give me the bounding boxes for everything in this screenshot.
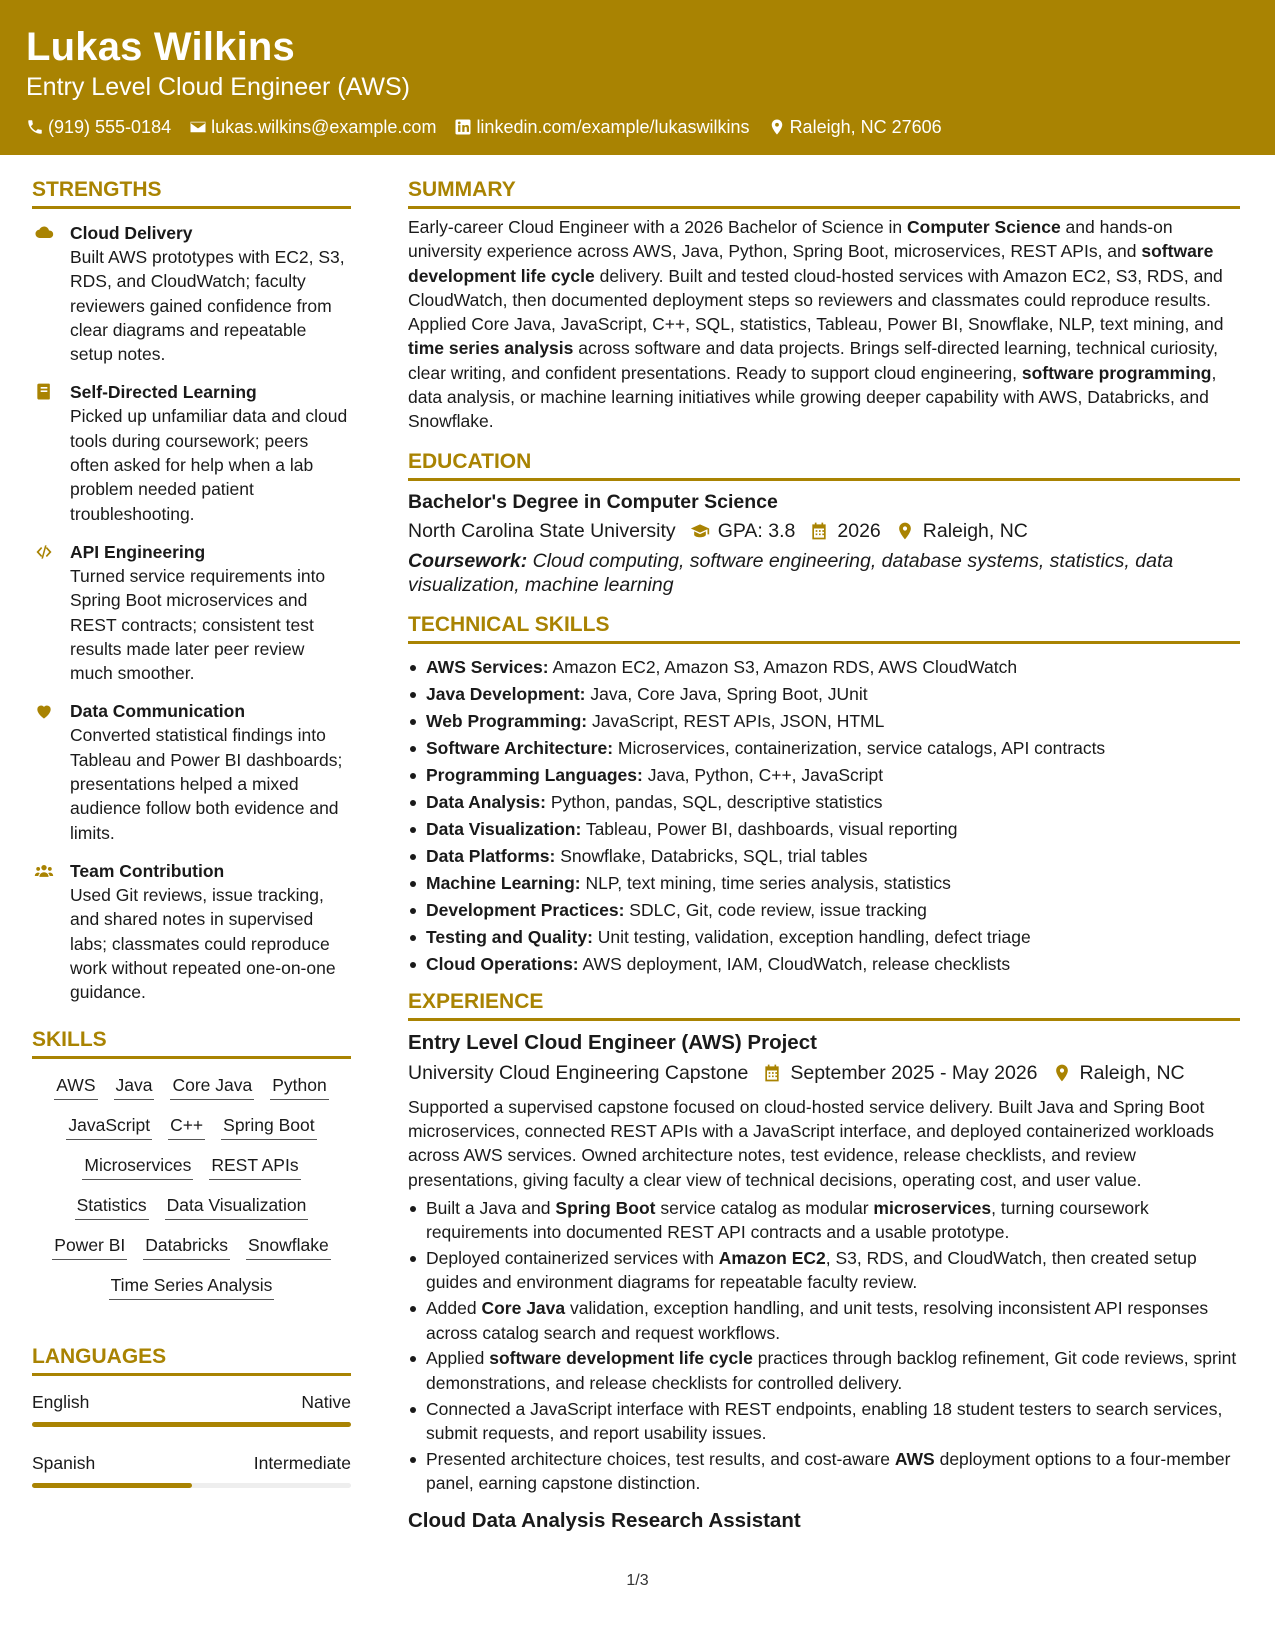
linkedin-text: linkedin.com/example/lukaswilkins [476,117,750,137]
skill-row [58,1113,324,1140]
strength-description: Turned service requirements into Spring Boot microservices and REST contracts; consistent test results made later peer review much smoother. [70,565,326,684]
skill-tag: Core Java [170,1073,254,1100]
skill-tag: Snowflake [246,1233,331,1260]
skill-tag: Power BI [52,1233,127,1260]
strengths-list [32,221,351,1004]
map-pin-icon [1052,1063,1072,1083]
summary-heading: SUMMARY [408,176,1240,209]
technical-skills-heading: TECHNICAL SKILLS [408,611,1240,644]
skills-tags [32,1073,351,1313]
technical-skill-item [408,924,1240,951]
strength-body [70,221,351,366]
technical-skill-item [408,681,1240,708]
calendar-icon [762,1063,782,1083]
contact-bar [26,116,1249,138]
technical-skill-value: NLP, text mining, time series analysis, statistics [580,872,951,893]
strength-body [70,699,351,844]
job-bullet: Added Core Java validation, exception handling, and unit tests, resolving inconsistent API responses across catalog search and request workflows. [408,1296,1240,1345]
bold-term: software development life cycle [408,241,1214,286]
page-number: 1/3 [626,1572,649,1589]
heart-icon [32,699,70,844]
phone-icon [26,118,44,136]
bold-term: Spring Boot [555,1197,656,1218]
strength-description: Picked up unfamiliar data and cloud tools during coursework; peers often asked for help when a lab problem needed patient troubleshooting. [70,406,348,524]
technical-skill-label: Web Programming: [426,710,588,731]
map-pin-icon [768,118,786,136]
technical-skill-label: Programming Languages: [426,764,643,785]
skills-heading: SKILLS [32,1026,351,1059]
map-pin-icon [895,521,915,541]
location-text: Raleigh, NC 27606 [789,117,942,137]
technical-skill-label: Software Architecture: [426,737,614,758]
strength-title: Data Communication [70,701,246,722]
users-icon [32,859,70,1004]
contact-phone[interactable] [26,116,171,138]
technical-skill-item [408,762,1240,789]
language-level: Native [301,1392,351,1413]
technical-skill-item [408,951,1240,978]
strength-item [32,540,351,685]
school-name: North Carolina State University [408,519,676,542]
language-level: Intermediate [253,1453,351,1474]
next-job-title: Cloud Data Analysis Research Assistant [408,1509,801,1533]
technical-skill-value: Snowflake, Databricks, SQL, trial tables [555,845,868,866]
right-column [408,176,1240,1534]
job-bullet: Presented architecture choices, test results, and cost-aware AWS deployment options to a four-member panel, earning capstone distinction. [408,1447,1240,1496]
technical-skill-label: Data Analysis: [426,791,546,812]
skill-tag: REST APIs [209,1153,300,1180]
technical-skill-label: AWS Services: [426,656,549,677]
skill-row [44,1233,338,1260]
job-details [408,1059,1240,1087]
skill-tag: JavaScript [66,1113,152,1140]
candidate-title: Entry Level Cloud Engineer (AWS) [26,73,410,101]
resume-header [0,0,1275,155]
email-text: lukas.wilkins@example.com [211,117,437,137]
job-title: Entry Level Cloud Engineer (AWS) Project [408,1030,817,1054]
book-icon [32,380,70,525]
job-org: University Cloud Engineering Capstone [408,1061,749,1084]
skill-tag: Time Series Analysis [109,1273,275,1300]
strength-item [32,380,351,525]
experience-heading: EXPERIENCE [408,988,1240,1021]
technical-skill-label: Cloud Operations: [426,953,579,974]
bold-term: time series analysis [408,338,574,359]
skill-tag: Statistics [75,1193,149,1220]
graduation-cap-icon [690,521,710,541]
strengths-heading: STRENGTHS [32,176,351,209]
job-bullet: Connected a JavaScript interface with REST endpoints, enabling 18 student testers to search services, submit requests, and report usability issues. [408,1397,1240,1446]
technical-skill-item [408,654,1240,681]
summary-text: Early-career Cloud Engineer with a 2026 Bachelor of Science in Computer Science and hands-on university experience across AWS, Java, Python, Spring Boot, microservices, REST APIs, and software development life cycle delivery. Built and tested cloud-hosted services with Amazon EC2, S3, RDS, and CloudWatch, then documented deployment steps so reviewers and classmates could reproduce results. Applied Core Java, JavaScript, C++, SQL, statistics, Tableau, Power BI, Snowflake, NLP, text mining, and time series analysis across software and data projects. Brings self-directed learning, technical curiosity, clear writing, and confident presentations. Ready to support cloud engineering, software programming, data analysis, or machine learning initiatives while growing deeper capability with AWS, Databricks, and Snowflake. [408,217,1224,432]
technical-skill-item [408,843,1240,870]
language-bar-fill [32,1422,351,1427]
education-location: Raleigh, NC [922,519,1028,542]
bold-term: software programming [1021,362,1212,383]
technical-skill-value: Amazon EC2, Amazon S3, Amazon RDS, AWS CloudWatch [548,656,1018,677]
gpa-text: GPA: 3.8 [717,519,796,542]
job-dates: September 2025 - May 2026 [790,1061,1038,1084]
technical-skill-label: Data Visualization: [426,818,582,839]
skill-row [101,1273,283,1300]
technical-skill-value: Java, Python, C++, JavaScript [642,764,884,785]
education-heading: EDUCATION [408,448,1240,481]
skill-tag: Spring Boot [221,1113,316,1140]
technical-skill-value: JavaScript, REST APIs, JSON, HTML [587,710,885,731]
coursework [408,549,1240,597]
strength-title: Self-Directed Learning [70,382,257,403]
language-bar [32,1422,351,1427]
technical-skill-item [408,735,1240,762]
skill-row [67,1193,317,1220]
graduation-year: 2026 [837,519,881,542]
cloud-icon [32,221,70,366]
strength-item [32,859,351,1004]
candidate-name: Lukas Wilkins [26,25,295,69]
strength-item [32,699,351,844]
technical-skill-label: Java Development: [426,683,586,704]
job-bullet: Applied software development life cycle practices through backlog refinement, Git code reviews, sprint demonstrations, and release checklists for controlled delivery. [408,1346,1240,1395]
calendar-icon [809,521,829,541]
technical-skill-value: Unit testing, validation, exception handling, defect triage [592,926,1031,947]
language-row [32,1451,351,1475]
technical-skill-label: Machine Learning: [426,872,581,893]
envelope-icon [189,118,207,136]
bold-term: Core Java [481,1298,566,1319]
skill-tag: Databricks [143,1233,230,1260]
technical-skill-value: SDLC, Git, code review, issue tracking [624,899,927,920]
contact-location [768,116,942,138]
degree-title: Bachelor's Degree in Computer Science [408,490,778,513]
skill-tag: Microservices [82,1153,193,1180]
language-bar-fill [32,1483,192,1488]
coursework-label: Coursework: [408,549,528,572]
phone-text: (919) 555-0184 [48,117,172,137]
contact-linkedin[interactable] [454,116,749,138]
language-bar [32,1483,351,1488]
technical-skill-item [408,870,1240,897]
technical-skill-label: Data Platforms: [426,845,556,866]
strength-body [70,540,351,685]
technical-skill-value: Java, Core Java, Spring Boot, JUnit [585,683,868,704]
coursework-text: Cloud computing, software engineering, database systems, statistics, data visualization, machine learning [408,549,1174,596]
job-bullet: Built a Java and Spring Boot service catalog as modular microservices, turning coursework requirements into documented REST API contracts and a usable prototype. [408,1196,1240,1245]
strength-description: Converted statistical findings into Tableau and Power BI dashboards; presentations helped a mixed audience follow both evidence and limits. [70,725,343,843]
skill-tag: AWS [54,1073,97,1100]
technical-skill-label: Development Practices: [426,899,625,920]
code-icon [32,540,70,685]
education-details [408,517,1240,545]
contact-email[interactable] [189,116,436,138]
technical-skill-item [408,789,1240,816]
technical-skill-item [408,897,1240,924]
job-bullet: Deployed containerized services with Amazon EC2, S3, RDS, and CloudWatch, then created setup guides and environment diagrams for repeatable faculty review. [408,1246,1240,1295]
skill-tag: Java [114,1073,155,1100]
technical-skills-list [408,654,1240,978]
languages-heading: LANGUAGES [32,1343,351,1376]
skill-tag: Data Visualization [165,1193,309,1220]
language-name: English [32,1392,90,1413]
languages-list [32,1390,351,1488]
bold-term: Amazon EC2 [718,1248,826,1269]
technical-skill-item [408,708,1240,735]
technical-skill-label: Testing and Quality: [426,926,593,947]
strength-title: Cloud Delivery [70,223,193,243]
technical-skill-value: Python, pandas, SQL, descriptive statistics [545,791,883,812]
strength-title: API Engineering [70,541,206,562]
skill-row [46,1073,336,1100]
bold-term: software development life cycle [489,1348,753,1369]
bold-term: Computer Science [907,217,1061,237]
strength-title: Team Contribution [70,860,225,881]
language-name: Spanish [32,1453,96,1474]
linkedin-icon [454,118,472,136]
strength-body [70,859,351,1004]
skill-row [74,1153,308,1180]
strength-description: Used Git reviews, issue tracking, and shared notes in supervised labs; classmates could reproduce work without repeated one-on-one guidance. [70,884,336,1003]
skill-tag: Python [270,1073,328,1100]
strength-body [70,380,351,525]
job-location: Raleigh, NC [1079,1061,1185,1084]
technical-skill-item [408,816,1240,843]
strength-item [32,221,351,366]
strength-description: Built AWS prototypes with EC2, S3, RDS, and CloudWatch; faculty reviewers gained confidence from clear diagrams and repeatable setup notes. [70,247,345,365]
bold-term: AWS [894,1448,935,1469]
job-bullets [408,1196,1240,1496]
left-column [32,176,351,1512]
job-summary: Supported a supervised capstone focused on cloud-hosted service delivery. Built Java and Spring Boot microservices, connected REST APIs with a JavaScript interface, and deployed containerized workloads across AWS services. Owned architecture notes, test evidence, release checklists, and review presentations, giving faculty a clear view of technical decisions, operating cost, and user value. [408,1096,1215,1190]
technical-skill-value: AWS deployment, IAM, CloudWatch, release checklists [578,953,1011,974]
technical-skill-value: Microservices, containerization, service catalogs, API contracts [613,737,1106,758]
bold-term: microservices [873,1197,992,1218]
skill-tag: C++ [168,1113,205,1140]
language-row [32,1390,351,1414]
technical-skill-value: Tableau, Power BI, dashboards, visual reporting [581,818,958,839]
